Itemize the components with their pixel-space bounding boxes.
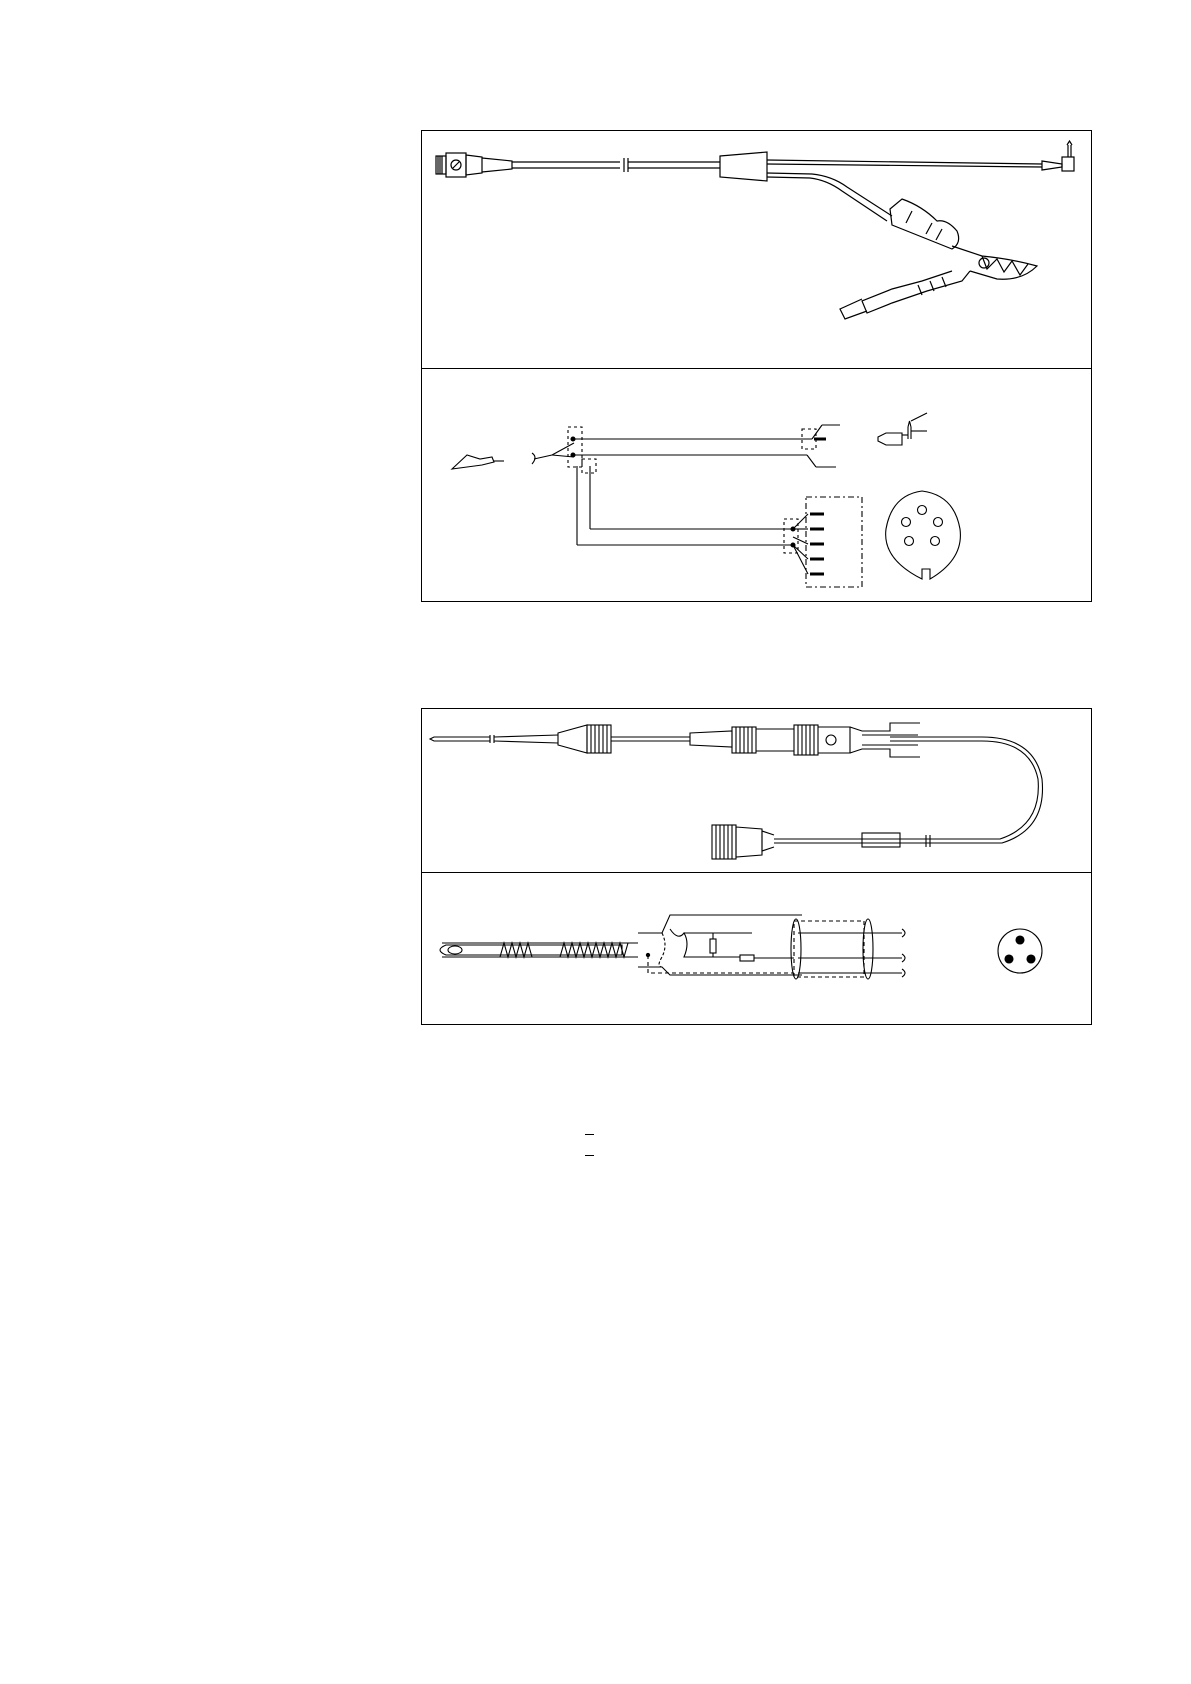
round-connector-icon [436, 153, 512, 177]
footer-dash-mark [585, 1155, 594, 1156]
clamp-symbol-icon [452, 455, 504, 469]
alligator-clamp-icon [840, 199, 1037, 319]
round-plug-icon [712, 825, 762, 859]
clamp-lead-schematic [422, 369, 1093, 603]
jack-symbol-icon [878, 413, 927, 445]
footer-dash-mark [585, 1134, 594, 1135]
probe-lead-drawing [422, 709, 1093, 872]
three-pin-socket-icon [998, 929, 1042, 973]
figure-probe-lead [421, 708, 1092, 1025]
splitter-sleeve [720, 152, 767, 181]
probe-lead-schematic [422, 873, 1093, 1025]
jack-plug-icon [1062, 141, 1074, 171]
clamp-lead-drawing [422, 131, 1093, 368]
figure-battery-clamp-lead [421, 130, 1092, 602]
probe-tip-icon [430, 723, 982, 757]
five-pin-socket-icon [886, 491, 961, 579]
